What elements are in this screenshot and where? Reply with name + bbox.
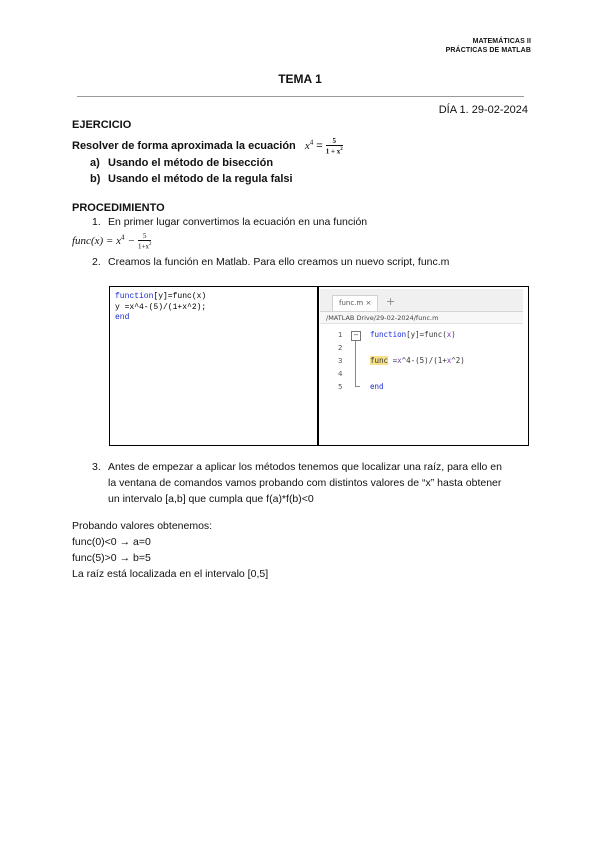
- editor-line-3: func =x^4-(5)/(1+x^2): [370, 356, 465, 365]
- fraction-numerator: 5: [326, 137, 343, 146]
- exercise-statement: [72, 137, 343, 155]
- procedure-step-1: [92, 216, 367, 228]
- func-minus: −: [127, 235, 135, 248]
- code-figure: [109, 286, 529, 446]
- editor-tab-bar: [320, 289, 523, 312]
- step-3-line: un intervalo [a,b] que cumpla que f(a)*f(b)<0: [108, 493, 314, 505]
- function-equation: [72, 232, 151, 250]
- code-line-1: [115, 292, 317, 303]
- equation-lhs: $x^4$: [304, 138, 314, 153]
- code-line-3: [115, 313, 317, 324]
- results-conclusion: La raíz está localizada en el intervalo [0,5]: [72, 568, 269, 580]
- func-denominator: $1+x^2$: [138, 242, 152, 251]
- func-name: func(x) = $x^4$: [72, 233, 125, 248]
- item-text: Usando el método de bisección: [108, 157, 274, 169]
- exercise-item-a: [90, 157, 273, 169]
- step-number: 1.: [92, 216, 101, 228]
- editor-line-5: end: [370, 382, 384, 391]
- fold-toggle-icon[interactable]: −: [351, 331, 361, 341]
- step-number: 3.: [92, 461, 101, 473]
- matlab-editor-screenshot: [320, 289, 523, 439]
- header-subject: MATEMÁTICAS II: [472, 38, 531, 45]
- item-label: a): [90, 157, 100, 169]
- func-fraction: [138, 232, 151, 250]
- line-number: 2: [338, 344, 343, 352]
- line-number: 5: [338, 383, 343, 391]
- code-line-1-rest: [y]=func(x): [153, 292, 207, 301]
- title-divider: [77, 96, 524, 97]
- line-number: 4: [338, 370, 343, 378]
- add-tab-icon[interactable]: +: [386, 295, 396, 308]
- procedure-heading: PROCEDIMIENTO: [72, 202, 165, 214]
- code-keyword-end: end: [115, 313, 130, 322]
- equation-fraction: [326, 137, 343, 155]
- item-label: b): [90, 173, 101, 185]
- step-3-line: la ventana de comandos vamos probando com distintos valores de “x” hasta obtener: [108, 477, 502, 489]
- header-course: PRÁCTICAS DE MATLAB: [445, 46, 531, 54]
- step-text: Creamos la función en Matlab. Para ello creamos un nuevo script, func.m: [108, 256, 450, 268]
- exercise-heading: EJERCICIO: [72, 119, 132, 131]
- results-block: [72, 518, 268, 582]
- code-listing: [110, 287, 319, 445]
- editor-tab-func-m[interactable]: func.m ×: [332, 295, 378, 311]
- line-number: 1: [338, 331, 343, 339]
- exercise-item-b: [90, 173, 293, 185]
- procedure-step-2: [92, 256, 449, 268]
- fraction-denominator: $1 + x^2$: [325, 147, 343, 156]
- results-line-1: func(0)<0 → a=0: [72, 536, 151, 548]
- code-line-2: y =x^4-(5)/(1+x^2);: [115, 302, 207, 312]
- func-numerator: 5: [138, 232, 151, 241]
- fold-guide: [355, 341, 356, 387]
- editor-line-1: function[y]=func(x): [370, 330, 456, 339]
- code-keyword-function: function: [115, 292, 154, 301]
- document-header: [446, 38, 531, 55]
- item-text: Usando el método de la regula falsi: [108, 173, 293, 185]
- step-number: 2.: [92, 256, 101, 268]
- page-title: TEMA 1: [278, 72, 322, 86]
- line-number: 3: [338, 357, 343, 365]
- step-text: En primer lugar convertimos la ecuación en una función: [108, 216, 368, 228]
- statement-text: Resolver de forma aproximada la ecuación: [72, 140, 296, 153]
- results-line-2: func(5)>0 → b=5: [72, 552, 151, 564]
- step-3-line: Antes de empezar a aplicar los métodos tenemos que localizar una raíz, para ello en: [108, 461, 502, 473]
- procedure-step-3: [92, 459, 502, 507]
- document-date: DÍA 1. 29-02-2024: [438, 104, 528, 116]
- results-intro: Probando valores obtenemos:: [72, 520, 213, 532]
- editor-file-path: /MATLAB Drive/29-02-2024/func.m: [320, 312, 523, 324]
- fold-guide-end: [355, 386, 360, 387]
- equation-equals: =: [316, 140, 323, 153]
